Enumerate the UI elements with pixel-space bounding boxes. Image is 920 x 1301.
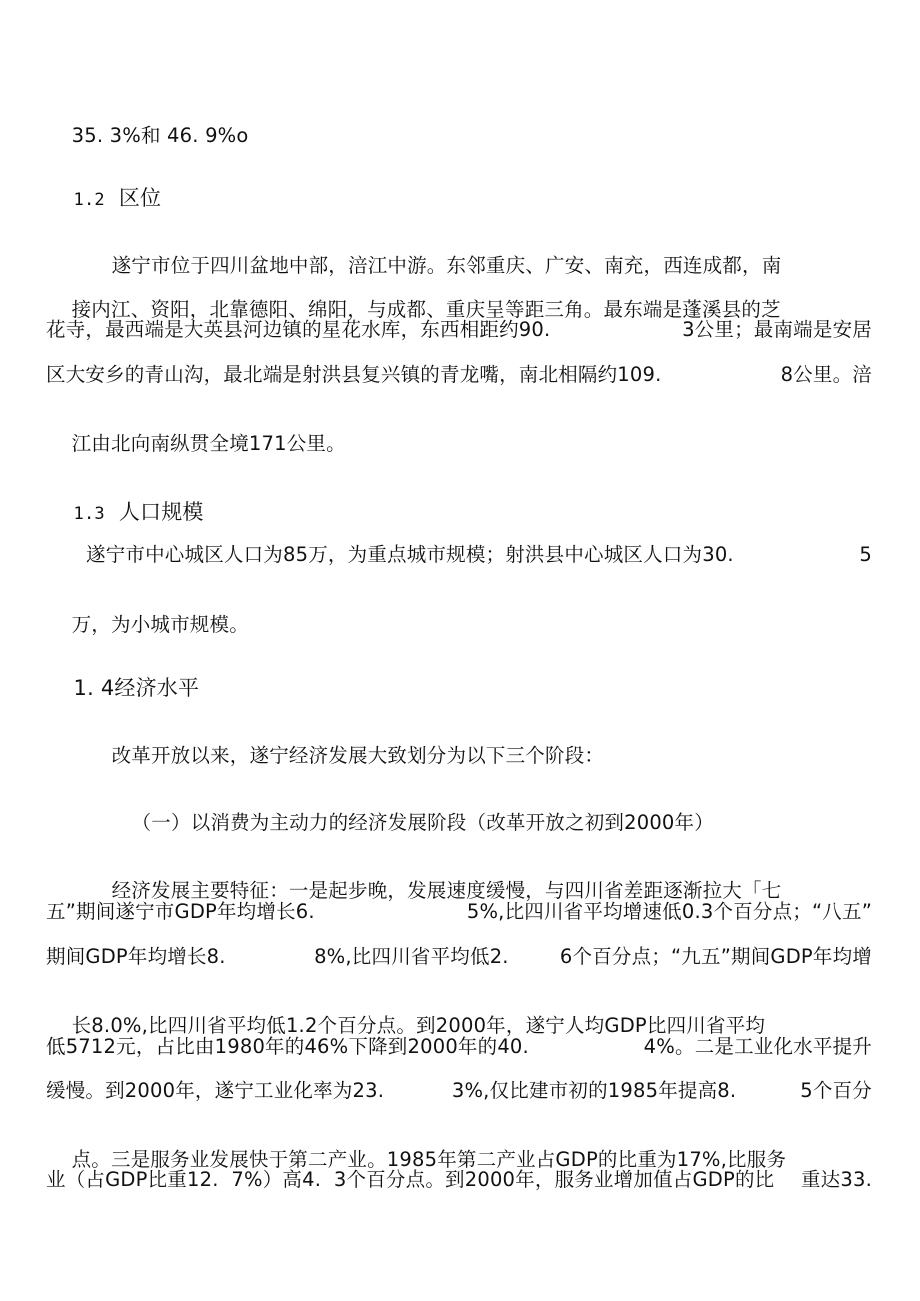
paragraph-line: 遂宁市位于四川盆地中部，涪江中游。东邻重庆、广安、南充，西连成都，南 xyxy=(111,254,782,277)
section-heading-1-3 xyxy=(46,476,204,550)
section-title: 区位 xyxy=(118,186,162,210)
continuation-line: 35. 3%和 46. 9%o xyxy=(71,124,249,147)
section-heading-1-4: 1. 4经济水平 xyxy=(73,676,200,700)
paragraph-line: 遂宁市中心城区人口为85万，为重点城市规模；射洪县中心城区人口为30. 5 xyxy=(86,543,872,566)
paragraph-line: 万，为小城市规模。 xyxy=(71,613,249,636)
paragraph-line: 改革开放以来，遂宁经济发展大致划分为以下三个阶段： xyxy=(111,744,605,767)
paragraph-line: 业（占GDP比重12. 7%）高4. 3个百分点。到2000年，服务业增加值占GDP的比 重达33. xyxy=(46,1168,872,1191)
paragraph-line: 接内江、资阳，北靠德阳、绵阳，与成都、重庆呈等距三角。最东端是蓬溪县的芝 xyxy=(71,298,781,321)
paragraph-line: 五”期间遂宁市GDP年均增长6. 5%,比四川省平均增速低0.3个百分点；“八五” xyxy=(46,900,872,923)
paragraph-line: 花寺，最西端是大英县河边镇的星花水库，东西相距约90. 3公里；最南端是安居 xyxy=(46,318,872,341)
section-number: 1.3 xyxy=(73,504,105,524)
paragraph-line: 区大安乡的青山沟，最北端是射洪县复兴镇的青龙嘴，南北相隔约109. 8公里。涪 xyxy=(46,363,872,386)
section-heading-1-2 xyxy=(46,162,161,236)
section-number: 1.2 xyxy=(73,190,105,210)
paragraph-line: 缓慢。到2000年，遂宁工业化率为23. 3%,仅比建市初的1985年提高8. 5个百分 xyxy=(46,1079,872,1102)
paragraph-line: 长8.0%,比四川省平均低1.2个百分点。到2000年，遂宁人均GDP比四川省平均 xyxy=(71,1014,766,1037)
paragraph-line: 低5712元，占比由1980年的46%下降到2000年的40. 4%。二是工业化水平提升 xyxy=(46,1035,872,1058)
subheading-stage-1: （一）以消费为主动力的经济发展阶段（改革开放之初到2000年） xyxy=(131,811,714,834)
paragraph-line: 经济发展主要特征：一是起步晚，发展速度缓慢，与四川省差距逐渐拉大「七 xyxy=(111,879,782,902)
paragraph-line: 期间GDP年均增长8. 8%,比四川省平均低2. 6个百分点；“九五”期间GDP年均增 xyxy=(46,945,872,968)
paragraph-line: 点。三是服务业发展快于第二产业。1985年第二产业占GDP的比重为17%,比服务 xyxy=(71,1148,787,1171)
paragraph-line: 江由北向南纵贯全境171公里。 xyxy=(71,432,346,455)
section-title: 人口规模 xyxy=(118,500,204,524)
